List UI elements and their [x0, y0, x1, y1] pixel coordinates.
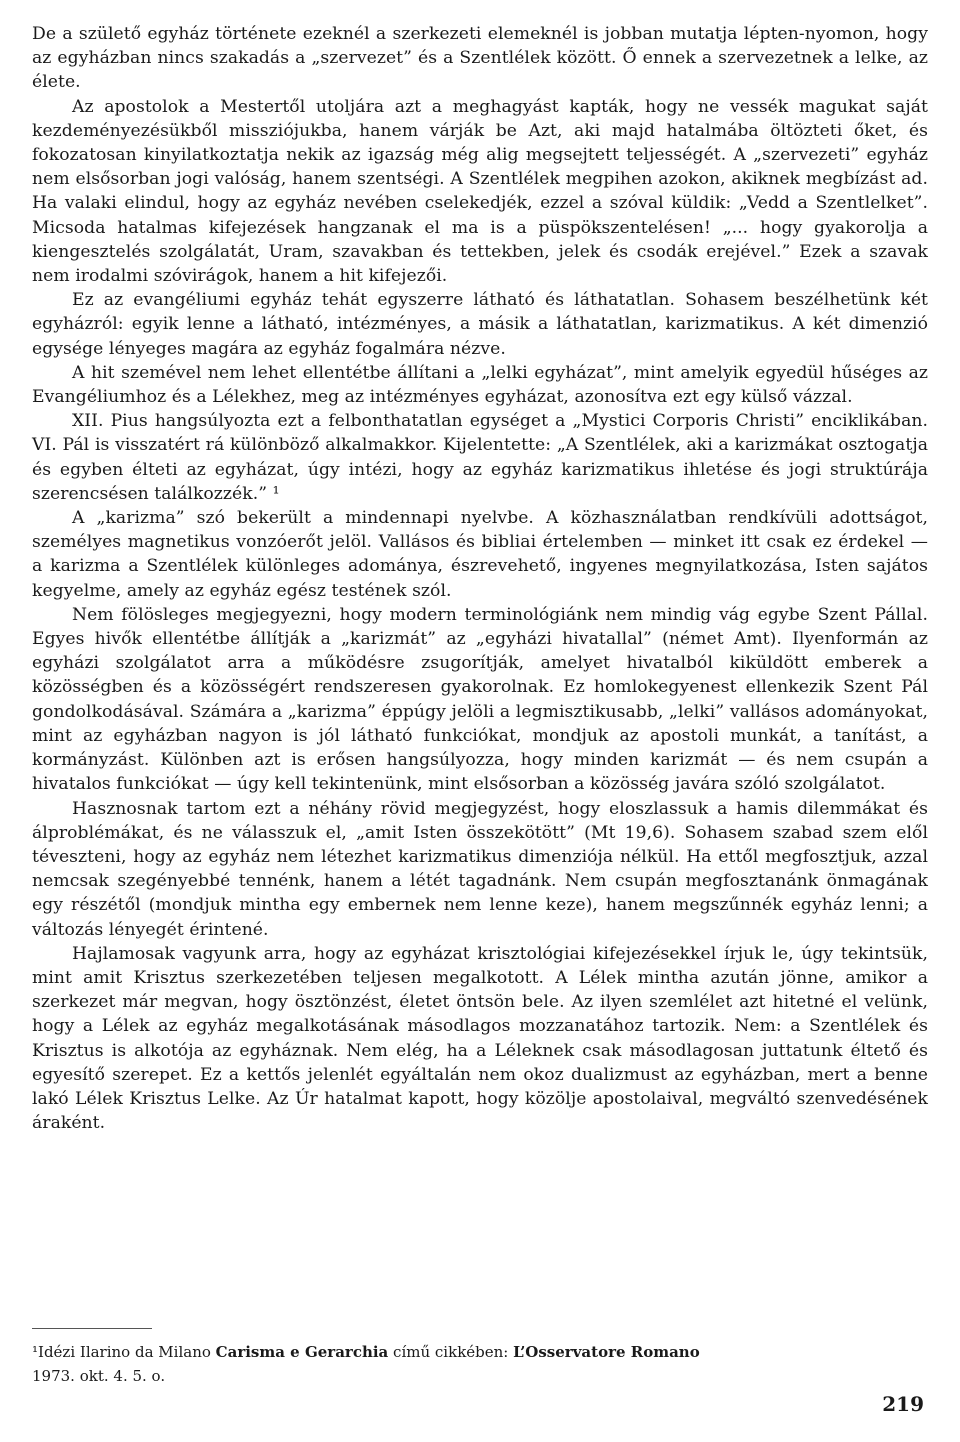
footnote-cited-title: Carisma e Gerarchia: [215, 1343, 389, 1361]
paragraph: Hasznosnak tartom ezt a néhány rövid megjegyzést, hogy eloszlassuk a hamis dilemmákat és álproblémákat, és ne válasszuk el, „amit Isten összekötött” (Mt 19,6). Sohasem szabad szem elől téveszteni, hogy az egyház nem létezhet karizmatikus dimenziója nélkül. Ha ettől megfosztjuk, azzal nemcsak szegényebbé tennénk, hanem a létét tagadnánk. Nem csupán megfosztanánk önmagának egy részétől (mondjuk mintha egy embernek nem lenne keze), hanem megszűnnék egyház lenni; a változás lényegét érintené.: [32, 798, 928, 940]
page-number: 219: [882, 1392, 924, 1416]
footnote-text: című cikkében:: [388, 1343, 514, 1361]
paragraph: A hit szemével nem lehet ellentétbe állítani a „lelki egyházat”, mint amelyik egyedül hűséges az Evangéliumhoz és a Lélekhez, meg az intézményes egyházat, azonosítva ezt egy külső vázzal.: [32, 362, 928, 408]
page-body: [32, 22, 928, 1135]
footnote: [32, 1340, 928, 1388]
paragraph: XII. Pius hangsúlyozta ezt a felbonthatatlan egységet a „Mystici Corporis Christi” enciklikában. VI. Pál is visszatért rá különböző alkalmakkor. Kijelentette: „A Szentlélek, aki a karizmákat osztogatja és egyben élteti az egyházat, úgy intézi, hogy az egyház karizmatikus ihletése és jogi struktúrája szerencsésen találkozzék.” ¹: [32, 411, 928, 504]
footnote-source: L’Osservatore Romano: [513, 1343, 700, 1361]
paragraph: A „karizma” szó bekerült a mindennapi nyelvbe. A közhasználatban rendkívüli adottságot, személyes magnetikus vonzóerőt jelöl. Vallásos és bibliai értelemben — minket itt csak ez érdekel — a karizma a Szentlélek különleges adománya, észrevehető, ingyenes megnyilatkozása, Isten sajátos kegyelme, amely az egyház egész testének szól.: [32, 508, 928, 601]
footnote-line-1: [32, 1340, 928, 1364]
footnote-line-2: 1973. okt. 4. 5. o.: [32, 1367, 166, 1385]
paragraph: Az apostolok a Mestertől utoljára azt a meghagyást kapták, hogy ne vessék magukat saját kezdeményezésükből missziójukba, hanem várják be Azt, aki majd hatalmába öltözteti őket, és fokozatosan kinyilatkoztatja nekik az igazság még alig megsejtett teljességét. A „szervezeti” egyház nem elsősorban jogi valóság, hanem szentségi. A Szentlélek megpihen azokon, akiknek megbízást ad. Ha valaki elindul, hogy az egyház nevében cselekedjék, ezzel a szóval küldik: „Vedd a Szentlelket”. Micsoda hatalmas kifejezések hangzanak el ma is a püspökszentelésen! „... hogy gyakorolja a kiengesztelés szolgálatát, Uram, szavakban és tettekben, jelek és csodák erejével.” Ezek a szavak nem irodalmi szóvirágok, hanem a hit kifejezői.: [32, 96, 928, 287]
footnote-text: Idézi Ilarino da Milano: [38, 1343, 216, 1361]
article-text: [32, 22, 928, 1135]
footnote-divider: [32, 1328, 152, 1329]
paragraph: Hajlamosak vagyunk arra, hogy az egyházat krisztológiai kifejezésekkel írjuk le, úgy tekintsük, mint amit Krisztus szerkezetében teljesen megalkotott. A Lélek mintha azután jönne, amikor a szerkezet már megvan, hogy ösztönzést, életet öntsön bele. Az ilyen szemlélet azt hitetné el velünk, hogy a Lélek az egyház megalkotásának másodlagos mozzanatához tartozik. Nem: a Szentlélek és Krisztus is alkotója az egyháznak. Nem elég, ha a Léleknek csak másodlagosan juttatunk éltető és egyesítő szerepet. Ez a kettős jelenlét egyáltalán nem okoz dualizmust az egyházban, mert a benne lakó Lélek Krisztus Lelke. Az Úr hatalmat kapott, hogy közölje apostolaival, megváltó szenvedésének áraként.: [32, 943, 928, 1134]
paragraph: Nem fölösleges megjegyezni, hogy modern terminológiánk nem mindig vág egybe Szent Pállal. Egyes hivők ellentétbe állítják a „karizmát” az „egyházi hivatallal” (német Amt). Ilyenformán az egyházi szolgálatot arra a működésre zsugorítják, amelyet hivatalból kiküldött emberek a közösségben és a közösségért rendszeresen gyakorolnak. Ez homlokegyenest ellenkezik Szent Pál gondolkodásával. Számára a „karizma” éppúgy jelöli a legmisztikusabb, „lelki” vallásos adományokat, mint az egyházban nagyon is jól látható funkciókat, mondjuk az apostoli munkát, a tanítást, a kormányzást. Különben azt is erősen hangsúlyozza, hogy minden karizmát — és nem csupán a hivatalos funkciókat — úgy kell tekintenünk, mint elsősorban a közösség javára szóló szolgálatot.: [32, 604, 928, 795]
paragraph: Ez az evangéliumi egyház tehát egyszerre látható és láthatatlan. Sohasem beszélhetünk két egyházról: egyik lenne a látható, intézményes, a másik a láthatatlan, karizmatikus. A két dimenzió egysége lényeges magára az egyház fogalmára nézve.: [32, 290, 928, 359]
paragraph: De a születő egyház története ezeknél a szerkezeti elemeknél is jobban mutatja lépten-nyomon, hogy az egyházban nincs szakadás a „szervezet” és a Szentlélek között. Ő ennek a szervezetnek a lelke, az élete.: [32, 24, 928, 93]
footnote-marker: ¹: [32, 1343, 39, 1361]
